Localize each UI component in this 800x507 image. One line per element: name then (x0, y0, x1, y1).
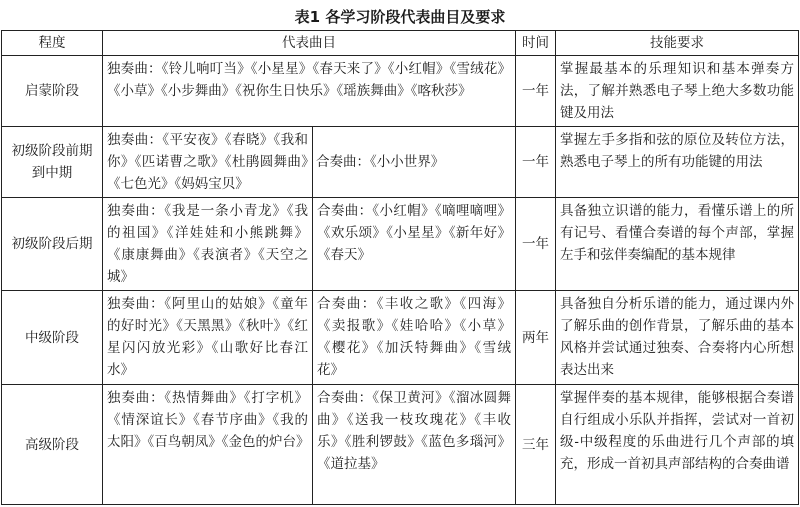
header-stage: 程度 (2, 31, 103, 56)
stage-cell: 初级阶段前期到中期 (2, 127, 103, 198)
skills-cell: 掌握最基本的乐理知识和基本弹奏方法，了解并熟悉电子琴上绝大多数功能键及用法 (556, 56, 799, 127)
header-pieces: 代表曲目 (103, 31, 516, 56)
table-title: 表1 各学习阶段代表曲目及要求 (294, 8, 506, 26)
ensemble-pieces-cell: 合奏曲：《小红帽》《嘀哩嘀哩》《欢乐颂》《小星星》《新年好》《春天》 (313, 198, 516, 291)
table-row (2, 385, 799, 505)
skills-cell: 掌握左手多指和弦的原位及转位方法，熟悉电子琴上的所有功能键的用法 (556, 127, 799, 198)
skills-cell: 掌握伴奏的基本规律，能够根据合奏谱自行组成小乐队并指挥，尝试对一首初级-中级程度的乐曲进行几个声部的填充，形成一首初具声部结构的合奏曲谱 (556, 385, 799, 505)
time-cell: 一年 (516, 56, 556, 127)
solo-pieces-cell: 独奏曲：《阿里山的姑娘》《童年的好时光》《天黑黑》《秋叶》《红星闪闪放光彩》《山歌好比春江水》 (103, 291, 313, 385)
stage-cell: 启蒙阶段 (2, 56, 103, 127)
ensemble-pieces-cell: 合奏曲：《小小世界》 (313, 127, 516, 198)
time-cell: 一年 (516, 198, 556, 291)
header-skills: 技能要求 (556, 31, 799, 56)
stage-cell: 高级阶段 (2, 385, 103, 505)
table-row (2, 291, 799, 385)
ensemble-pieces-cell: 合奏曲：《丰收之歌》《四海》《卖报歌》《娃哈哈》《小草》《樱花》《加沃特舞曲》《雪绒花》 (313, 291, 516, 385)
time-cell: 一年 (516, 127, 556, 198)
time-cell: 两年 (516, 291, 556, 385)
table-row (2, 198, 799, 291)
solo-pieces-cell: 独奏曲：《我是一条小青龙》《我的祖国》《洋娃娃和小熊跳舞》《康康舞曲》《表演者》《天空之城》 (103, 198, 313, 291)
table-row (2, 127, 799, 198)
solo-pieces-cell: 独奏曲：《铃儿响叮当》《小星星》《春天来了》《小红帽》《雪绒花》《小草》《小步舞曲》《祝你生日快乐》《瑶族舞曲》《喀秋莎》 (103, 56, 516, 127)
repertoire-table (1, 30, 799, 505)
stage-cell: 中级阶段 (2, 291, 103, 385)
solo-pieces-cell: 独奏曲：《热情舞曲》《打字机》《情深谊长》《春节序曲》《我的太阳》《百鸟朝凤》《金色的炉台》 (103, 385, 313, 505)
header-time: 时间 (516, 31, 556, 56)
time-cell: 三年 (516, 385, 556, 505)
header-row (2, 31, 799, 56)
ensemble-pieces-cell: 合奏曲：《保卫黄河》《溜冰圆舞曲》《送我一枝玫瑰花》《丰收乐》《胜利锣鼓》《蓝色多瑙河》《道拉基》 (313, 385, 516, 505)
skills-cell: 具备独自分析乐谱的能力，通过课内外了解乐曲的创作背景，了解乐曲的基本风格并尝试通过独奏、合奏将内心所想表达出来 (556, 291, 799, 385)
solo-pieces-cell: 独奏曲：《平安夜》《春晓》《我和你》《匹诺曹之歌》《杜鹃圆舞曲》《七色光》《妈妈宝贝》 (103, 127, 313, 198)
skills-cell: 具备独立识谱的能力，看懂乐谱上的所有记号、看懂合奏谱的每个声部，掌握左手和弦伴奏编配的基本规律 (556, 198, 799, 291)
stage-cell: 初级阶段后期 (2, 198, 103, 291)
table-row (2, 56, 799, 127)
